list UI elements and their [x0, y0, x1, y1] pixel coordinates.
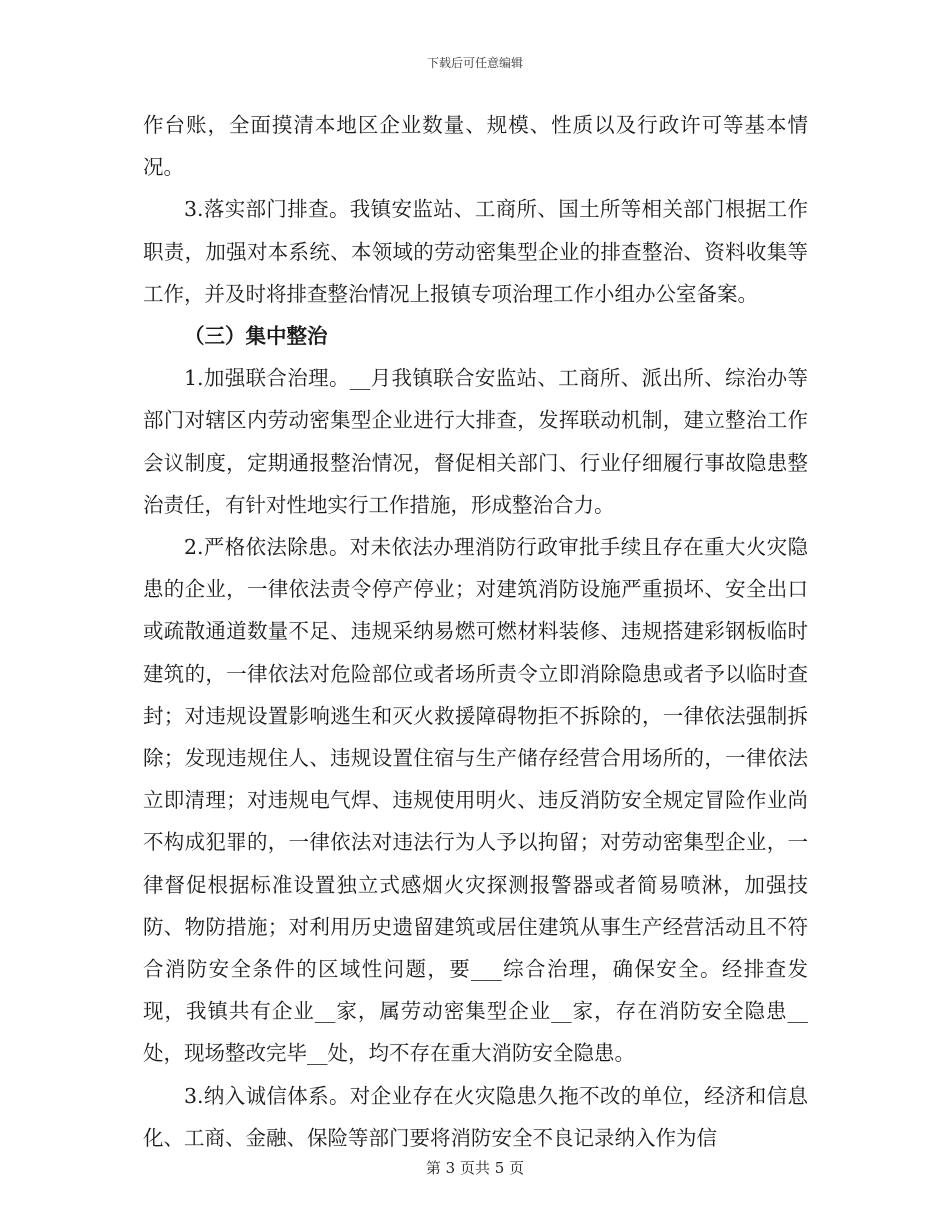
section-heading: （三）集中整治 [184, 324, 328, 349]
paragraph-credit-system: 3.纳入诚信体系。对企业存在火灾隐患久拖不改的单位，经济和信息化、工商、金融、保险等部门要将消防安全不良记录纳入作为信 [143, 1083, 808, 1150]
paragraph-hazard-removal: 2.严格依法除患。对未依法办理消防行政审批手续且存在重大火灾隐患的企业，一律依法责令停产停业；对建筑消防设施严重损坏、安全出口或疏散通道数量不足、违规采纳易燃可燃材料装修、违规搭建彩钢板临时建筑的，一律依法对危险部位或者场所责令立即消除隐患或者予以临时查封；对违规设置影响逃生和灭火救援障碍物拒不拆除的，一律依法强制拆除；发现违规住人、违规设置住宿与生产储存经营合用场所的，一律依法立即清理；对违规电气焊、违规使用明火、违反消防安全规定冒险作业尚不构成犯罪的，一律依法对违法行为人予以拘留；对劳动密集型企业，一律督促根据标准设置独立式感烟火灾探测报警器或者简易喷淋，加强技防、物防措施；对利用历史遗留建筑或居住建筑从事生产经营活动且不符合消防安全条件的区域性问题，要___综合治理，确保安全。经排查发现，我镇共有企业__家，属劳动密集型企业__家，存在消防安全隐患__处，现场整改完毕__处，均不存在重大消防安全隐患。 [143, 535, 808, 1066]
page-header: 下载后可任意编辑 [426, 56, 523, 70]
paragraph-joint-governance: 1.加强联合治理。__月我镇联合安监站、工商所、派出所、综治办等部门对辖区内劳动密集型企业进行大排查，发挥联动机制，建立整治工作会议制度，定期通报整治情况，督促相关部门、行业仔细履行事故隐患整治责任，有针对性地实行工作措施，形成整治合力。 [143, 366, 808, 517]
document-body [143, 104, 808, 1159]
page-footer: 第 3 页共 5 页 [425, 1159, 525, 1177]
paragraph-continuation: 作台账，全面摸清本地区企业数量、规模、性质以及行政许可等基本情况。 [143, 113, 808, 180]
paragraph-dept-inspection: 3.落实部门排查。我镇安监站、工商所、国土所等相关部门根据工作职责，加强对本系统、本领域的劳动密集型企业的排查整治、资料收集等工作，并及时将排查整治情况上报镇专项治理工作小组办公室备案。 [143, 197, 808, 306]
